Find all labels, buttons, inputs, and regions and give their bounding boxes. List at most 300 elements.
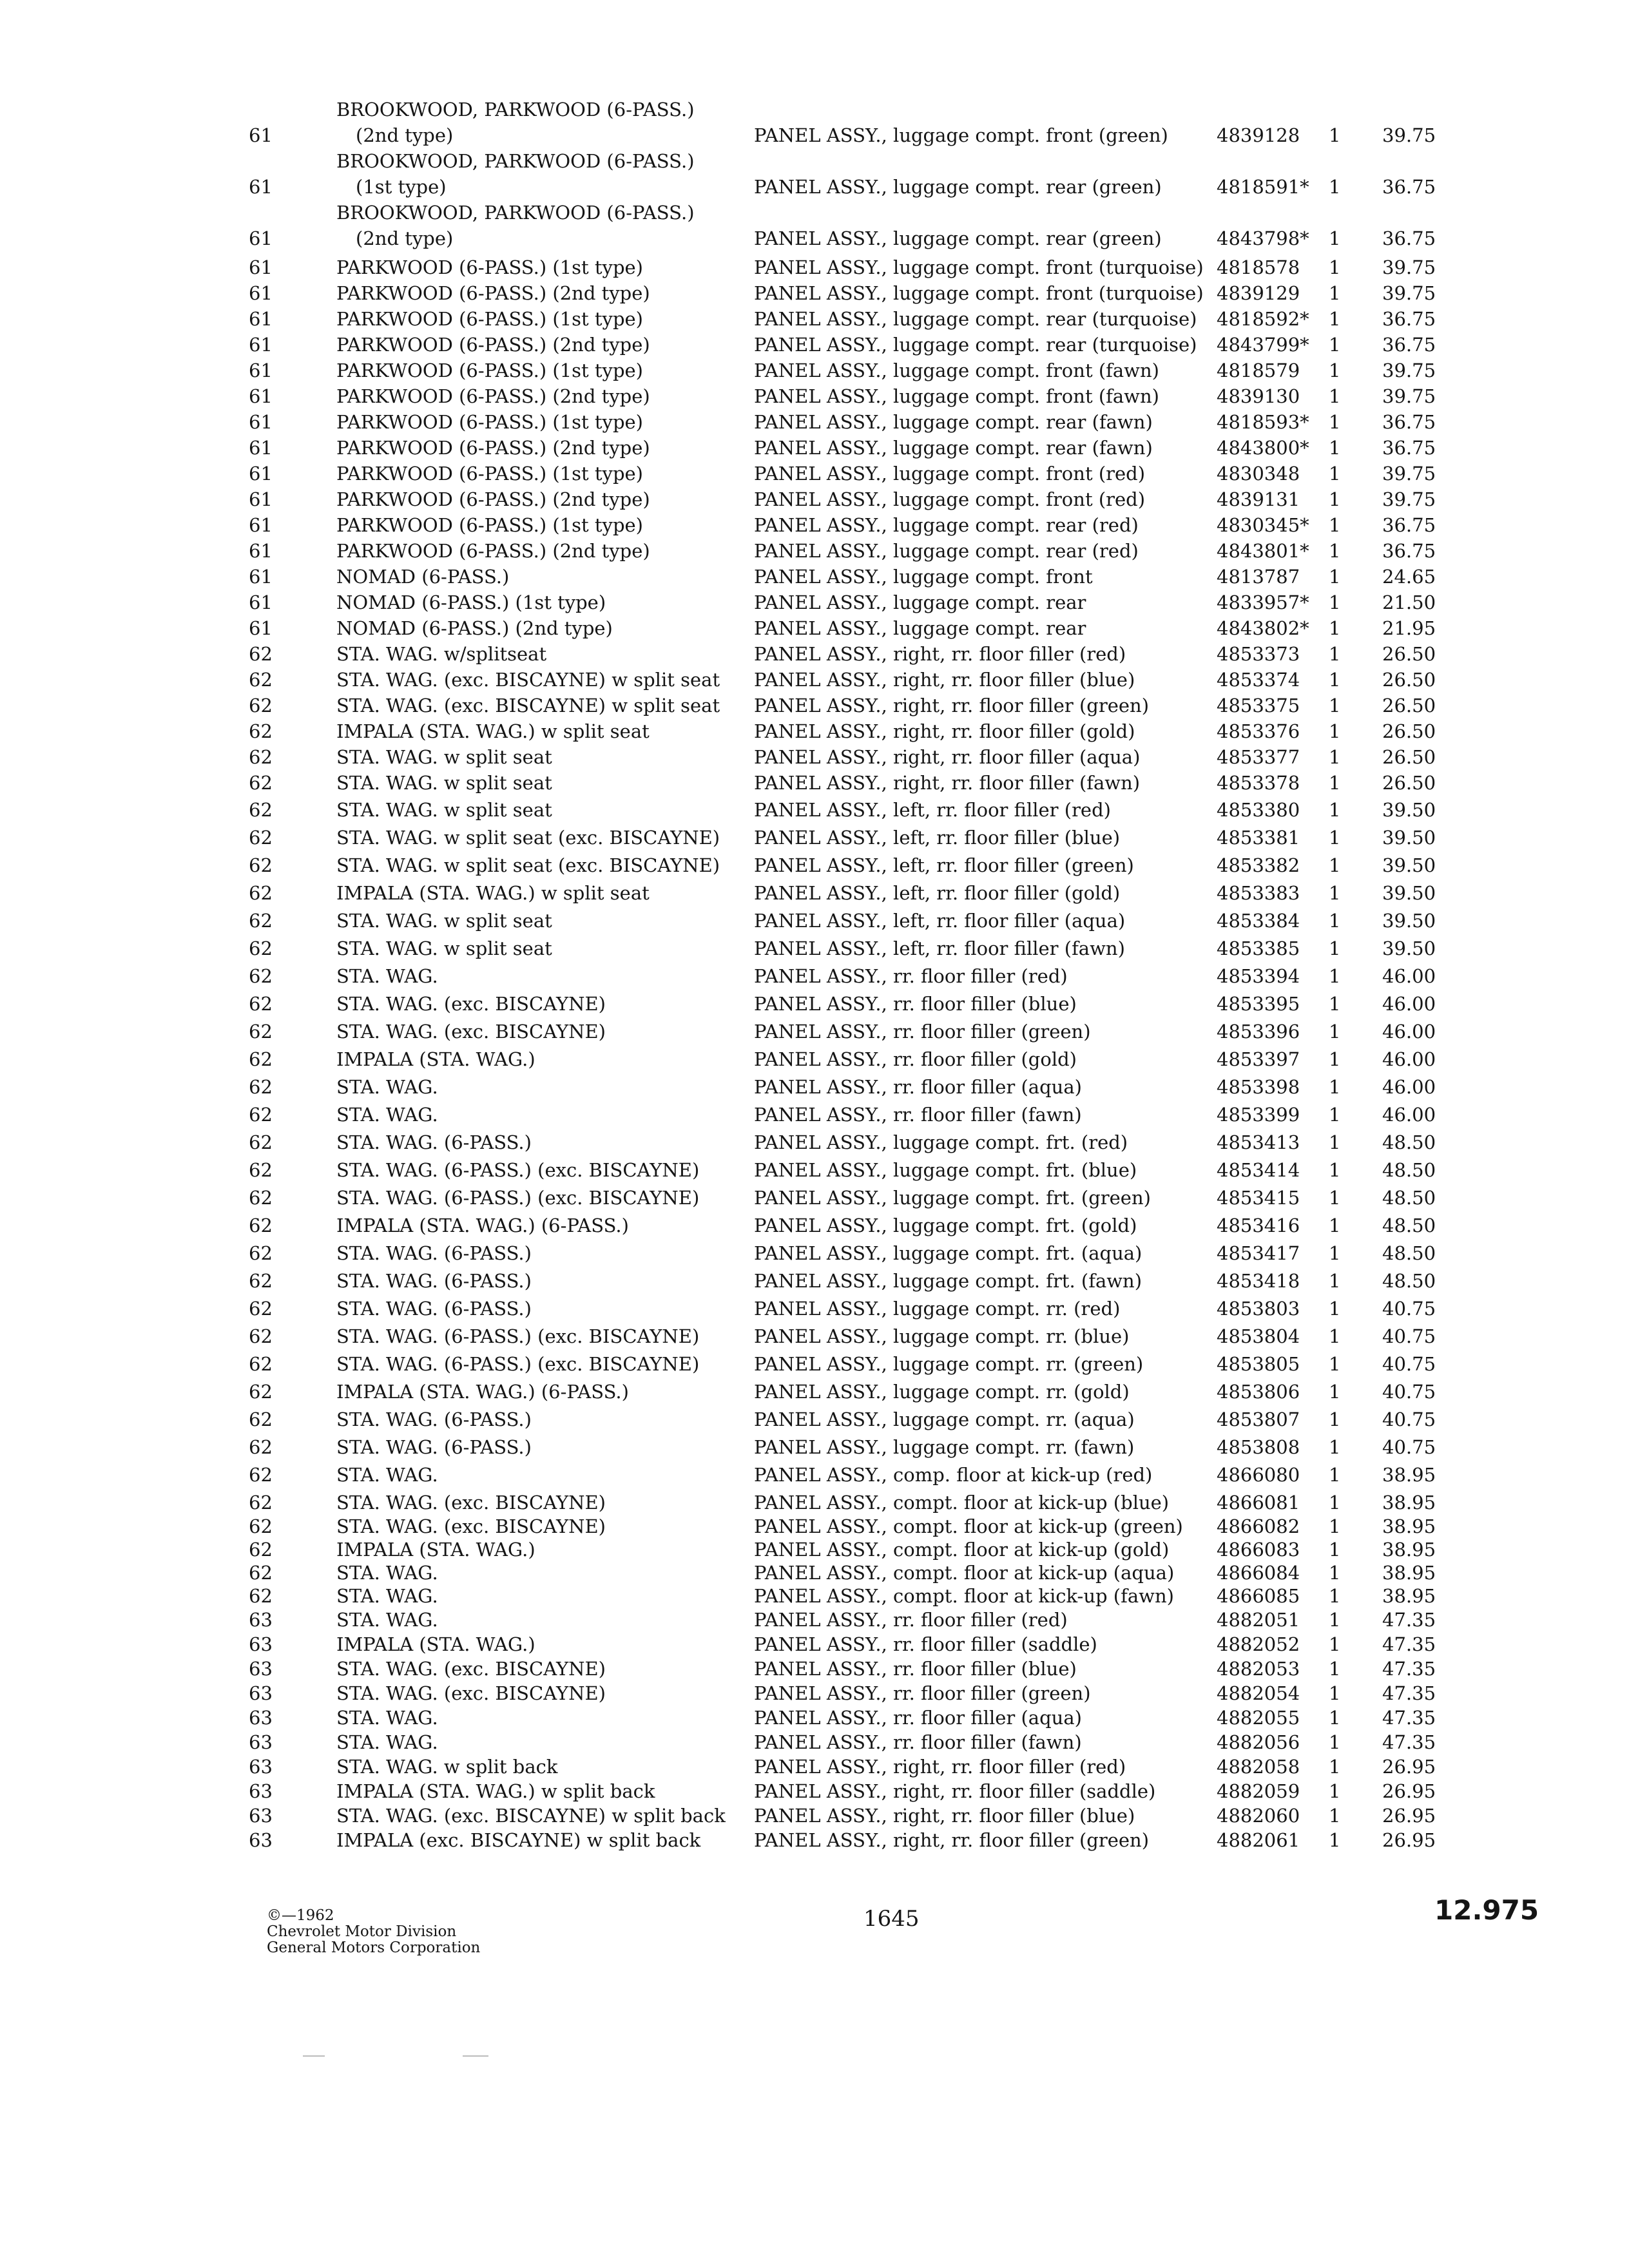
model-cell: STA. WAG. w split back — [336, 1756, 558, 1778]
description-cell: PANEL ASSY., rr. floor filler (red) — [754, 965, 1068, 987]
model-cell: STA. WAG. — [336, 1609, 438, 1631]
part-number-cell: 4839128 — [1217, 124, 1300, 146]
part-number-cell: 4882059 — [1217, 1780, 1300, 1802]
model-cell: STA. WAG. (6-PASS.) — [336, 1131, 532, 1153]
model-cell: STA. WAG. — [336, 965, 438, 987]
part-number-cell: 4853385 — [1217, 937, 1300, 959]
part-number-cell: 4853805 — [1217, 1353, 1300, 1375]
price-cell: 46.00 — [1382, 1048, 1436, 1070]
quantity-cell: 1 — [1329, 1159, 1341, 1181]
model-cell: STA. WAG. (6-PASS.) — [336, 1242, 532, 1264]
quantity-cell: 1 — [1329, 1633, 1341, 1655]
table-row — [0, 797, 1629, 823]
model-cell: STA. WAG. (exc. BISCAYNE) — [336, 1682, 606, 1704]
part-number-cell: 4843801* — [1217, 540, 1309, 562]
description-cell: PANEL ASSY., luggage compt. rr. (aqua) — [754, 1408, 1135, 1430]
year-cell: 61 — [249, 514, 273, 536]
table-row — [0, 1296, 1629, 1321]
part-number-cell: 4882055 — [1217, 1707, 1300, 1729]
price-cell: 39.50 — [1382, 854, 1436, 876]
part-number-cell: 4853374 — [1217, 669, 1300, 691]
table-row — [0, 1102, 1629, 1128]
copyright-division: Chevrolet Motor Division — [267, 1923, 457, 1940]
model-subtype: (2nd type) — [356, 124, 454, 146]
table-row — [0, 538, 1629, 564]
price-cell: 47.35 — [1382, 1731, 1436, 1753]
quantity-cell: 1 — [1329, 937, 1341, 959]
part-number-cell: 4843802* — [1217, 617, 1309, 639]
price-cell: 26.50 — [1382, 643, 1436, 665]
model-cell: STA. WAG. (6-PASS.) — [336, 1298, 532, 1320]
price-cell: 26.50 — [1382, 669, 1436, 691]
group-number: 12.975 — [1434, 1894, 1539, 1926]
year-cell: 63 — [249, 1658, 273, 1680]
part-number-cell: 4833957* — [1217, 591, 1309, 613]
quantity-cell: 1 — [1329, 227, 1341, 249]
quantity-cell: 1 — [1329, 334, 1341, 356]
year-cell: 62 — [249, 1298, 273, 1320]
year-cell: 62 — [249, 1492, 273, 1514]
scan-mark — [303, 2055, 325, 2057]
quantity-cell: 1 — [1329, 540, 1341, 562]
year-cell: 62 — [249, 1242, 273, 1264]
price-cell: 39.75 — [1382, 385, 1436, 407]
model-cell: STA. WAG. w split seat (exc. BISCAYNE) — [336, 827, 720, 849]
model-cell — [336, 150, 736, 200]
table-row — [0, 1323, 1629, 1349]
copyright-notice — [267, 1908, 480, 1956]
quantity-cell: 1 — [1329, 1381, 1341, 1403]
quantity-cell: 1 — [1329, 591, 1341, 613]
model-cell: STA. WAG. w split seat — [336, 937, 552, 959]
model-cell: STA. WAG. — [336, 1076, 438, 1098]
price-cell: 46.00 — [1382, 1021, 1436, 1043]
description-cell: PANEL ASSY., luggage compt. rear (green) — [754, 227, 1162, 249]
description-cell: PANEL ASSY., left, rr. floor filler (green) — [754, 854, 1134, 876]
description-cell: PANEL ASSY., compt. floor at kick-up (aqua) — [754, 1562, 1175, 1584]
price-cell: 40.75 — [1382, 1353, 1436, 1375]
price-cell: 47.35 — [1382, 1707, 1436, 1729]
price-cell: 48.50 — [1382, 1159, 1436, 1181]
part-number-cell: 4853416 — [1217, 1215, 1300, 1236]
table-row — [0, 202, 1629, 251]
model-cell: IMPALA (STA. WAG.) (6-PASS.) — [336, 1381, 629, 1403]
quantity-cell: 1 — [1329, 1076, 1341, 1098]
table-row — [0, 1157, 1629, 1183]
year-cell: 62 — [249, 827, 273, 849]
quantity-cell: 1 — [1329, 514, 1341, 536]
model-cell: IMPALA (STA. WAG.) w split seat — [336, 720, 650, 742]
price-cell: 26.95 — [1382, 1756, 1436, 1778]
model-cell: PARKWOOD (6-PASS.) (2nd type) — [336, 488, 650, 510]
description-cell: PANEL ASSY., rr. floor filler (green) — [754, 1021, 1091, 1043]
part-number-cell: 4853418 — [1217, 1270, 1300, 1292]
model-cell: PARKWOOD (6-PASS.) (1st type) — [336, 411, 643, 433]
table-row — [0, 641, 1629, 667]
quantity-cell: 1 — [1329, 437, 1341, 459]
quantity-cell: 1 — [1329, 1492, 1341, 1514]
part-number-cell: 4818592* — [1217, 308, 1309, 330]
part-number-cell: 4853395 — [1217, 993, 1300, 1015]
model-cell: STA. WAG. (6-PASS.) — [336, 1436, 532, 1458]
year-cell: 62 — [249, 1215, 273, 1236]
year-cell: 61 — [249, 463, 273, 485]
table-row — [0, 1729, 1629, 1755]
price-cell: 40.75 — [1382, 1436, 1436, 1458]
table-row — [0, 280, 1629, 306]
model-cell: STA. WAG. (6-PASS.) — [336, 1408, 532, 1430]
price-cell: 26.95 — [1382, 1805, 1436, 1827]
table-row — [0, 1754, 1629, 1780]
year-cell: 63 — [249, 1780, 273, 1802]
description-cell: PANEL ASSY., luggage compt. rr. (blue) — [754, 1325, 1130, 1347]
year-cell: 61 — [249, 308, 273, 330]
model-cell: PARKWOOD (6-PASS.) (2nd type) — [336, 437, 650, 459]
model-cell: PARKWOOD (6-PASS.) (2nd type) — [336, 385, 650, 407]
table-row — [0, 564, 1629, 590]
model-cell: IMPALA (STA. WAG.) — [336, 1633, 535, 1655]
quantity-cell: 1 — [1329, 720, 1341, 742]
year-cell: 62 — [249, 1515, 273, 1537]
year-cell: 62 — [249, 669, 273, 691]
description-cell: PANEL ASSY., rr. floor filler (green) — [754, 1682, 1091, 1704]
quantity-cell: 1 — [1329, 1515, 1341, 1537]
quantity-cell: 1 — [1329, 1048, 1341, 1070]
model-cell: STA. WAG. — [336, 1585, 438, 1607]
part-number-cell: 4853806 — [1217, 1381, 1300, 1403]
quantity-cell: 1 — [1329, 910, 1341, 932]
part-number-cell: 4853375 — [1217, 695, 1300, 716]
model-cell: PARKWOOD (6-PASS.) (1st type) — [336, 256, 643, 278]
description-cell: PANEL ASSY., right, rr. floor filler (red) — [754, 643, 1126, 665]
part-number-cell: 4818578 — [1217, 256, 1300, 278]
year-cell: 62 — [249, 1021, 273, 1043]
table-row — [0, 1656, 1629, 1682]
part-number-cell: 4866082 — [1217, 1515, 1300, 1537]
quantity-cell: 1 — [1329, 1104, 1341, 1126]
price-cell: 39.75 — [1382, 360, 1436, 381]
model-cell: PARKWOOD (6-PASS.) (1st type) — [336, 463, 643, 485]
part-number-cell: 4839130 — [1217, 385, 1300, 407]
price-cell: 48.50 — [1382, 1187, 1436, 1209]
price-cell: 38.95 — [1382, 1464, 1436, 1486]
table-row — [0, 1631, 1629, 1657]
quantity-cell: 1 — [1329, 1353, 1341, 1375]
price-cell: 46.00 — [1382, 1104, 1436, 1126]
table-row — [0, 615, 1629, 641]
model-cell: STA. WAG. (exc. BISCAYNE) w split seat — [336, 669, 720, 691]
description-cell: PANEL ASSY., rr. floor filler (aqua) — [754, 1707, 1082, 1729]
year-cell: 63 — [249, 1633, 273, 1655]
part-number-cell: 4839129 — [1217, 282, 1300, 304]
quantity-cell: 1 — [1329, 360, 1341, 381]
year-cell: 62 — [249, 1131, 273, 1153]
quantity-cell: 1 — [1329, 1756, 1341, 1778]
table-row — [0, 1583, 1629, 1609]
price-cell: 39.50 — [1382, 882, 1436, 904]
description-cell: PANEL ASSY., right, rr. floor filler (blue) — [754, 669, 1135, 691]
model-cell: STA. WAG. w split seat — [336, 910, 552, 932]
price-cell: 40.75 — [1382, 1381, 1436, 1403]
part-number-cell: 4866080 — [1217, 1464, 1300, 1486]
quantity-cell: 1 — [1329, 1215, 1341, 1236]
description-cell: PANEL ASSY., rr. floor filler (fawn) — [754, 1731, 1082, 1753]
model-subtype: (1st type) — [356, 176, 447, 198]
model-cell: STA. WAG. — [336, 1104, 438, 1126]
price-cell: 26.95 — [1382, 1780, 1436, 1802]
price-cell: 38.95 — [1382, 1492, 1436, 1514]
price-cell: 40.75 — [1382, 1325, 1436, 1347]
table-row — [0, 693, 1629, 718]
price-cell: 47.35 — [1382, 1633, 1436, 1655]
table-row — [0, 332, 1629, 358]
part-number-cell: 4882060 — [1217, 1805, 1300, 1827]
description-cell: PANEL ASSY., luggage compt. front (turquoise) — [754, 282, 1204, 304]
part-number-cell: 4882051 — [1217, 1609, 1300, 1631]
year-cell: 61 — [249, 334, 273, 356]
year-cell: 62 — [249, 965, 273, 987]
quantity-cell: 1 — [1329, 1829, 1341, 1851]
table-row — [0, 461, 1629, 486]
table-row — [0, 1019, 1629, 1044]
description-cell: PANEL ASSY., luggage compt. rear (red) — [754, 540, 1139, 562]
description-cell: PANEL ASSY., luggage compt. frt. (fawn) — [754, 1270, 1142, 1292]
scan-mark — [463, 2055, 488, 2057]
quantity-cell: 1 — [1329, 1131, 1341, 1153]
copyright-year: ©—1962 — [267, 1907, 334, 1924]
description-cell: PANEL ASSY., right, rr. floor filler (aqua) — [754, 746, 1141, 768]
year-cell: 62 — [249, 746, 273, 768]
description-cell: PANEL ASSY., left, rr. floor filler (red) — [754, 799, 1111, 821]
quantity-cell: 1 — [1329, 1562, 1341, 1584]
table-row — [0, 908, 1629, 934]
table-row — [0, 358, 1629, 383]
description-cell: PANEL ASSY., luggage compt. rr. (green) — [754, 1353, 1144, 1375]
model-cell: PARKWOOD (6-PASS.) (2nd type) — [336, 540, 650, 562]
part-number-cell: 4853380 — [1217, 799, 1300, 821]
model-cell: STA. WAG. (exc. BISCAYNE) — [336, 1658, 606, 1680]
year-cell: 62 — [249, 854, 273, 876]
description-cell: PANEL ASSY., luggage compt. rear — [754, 591, 1086, 613]
part-number-cell: 4853414 — [1217, 1159, 1300, 1181]
year-cell: 61 — [249, 540, 273, 562]
price-cell: 36.75 — [1382, 334, 1436, 356]
model-cell: STA. WAG. (6-PASS.) (exc. BISCAYNE) — [336, 1159, 700, 1181]
price-cell: 48.50 — [1382, 1270, 1436, 1292]
model-cell: PARKWOOD (6-PASS.) (1st type) — [336, 360, 643, 381]
table-row — [0, 486, 1629, 512]
quantity-cell: 1 — [1329, 1731, 1341, 1753]
year-cell: 61 — [249, 488, 273, 510]
part-number-cell: 4853804 — [1217, 1325, 1300, 1347]
table-row — [0, 770, 1629, 796]
quantity-cell: 1 — [1329, 695, 1341, 716]
model-cell: STA. WAG. w split seat (exc. BISCAYNE) — [336, 854, 720, 876]
model-cell: STA. WAG. w split seat — [336, 799, 552, 821]
table-row — [0, 1268, 1629, 1294]
year-cell: 62 — [249, 1104, 273, 1126]
year-cell: 62 — [249, 1562, 273, 1584]
description-cell: PANEL ASSY., right, rr. floor filler (red) — [754, 1756, 1126, 1778]
table-row — [0, 150, 1629, 200]
table-row — [0, 852, 1629, 878]
quantity-cell: 1 — [1329, 1436, 1341, 1458]
model-cell: NOMAD (6-PASS.) — [336, 566, 510, 588]
description-cell: PANEL ASSY., luggage compt. frt. (gold) — [754, 1215, 1137, 1236]
price-cell: 21.50 — [1382, 591, 1436, 613]
table-row — [0, 1560, 1629, 1586]
table-row — [0, 1705, 1629, 1731]
quantity-cell: 1 — [1329, 1408, 1341, 1430]
model-cell: IMPALA (STA. WAG.) — [336, 1539, 535, 1561]
description-cell: PANEL ASSY., luggage compt. rear (fawn) — [754, 437, 1153, 459]
description-cell: PANEL ASSY., right, rr. floor filler (saddle) — [754, 1780, 1156, 1802]
part-number-cell: 4866085 — [1217, 1585, 1300, 1607]
description-cell: PANEL ASSY., luggage compt. frt. (red) — [754, 1131, 1128, 1153]
description-cell: PANEL ASSY., right, rr. floor filler (fawn) — [754, 772, 1141, 794]
price-cell: 24.65 — [1382, 566, 1436, 588]
quantity-cell: 1 — [1329, 617, 1341, 639]
year-cell: 63 — [249, 1731, 273, 1753]
quantity-cell: 1 — [1329, 1609, 1341, 1631]
table-row — [0, 435, 1629, 461]
page-number: 1645 — [863, 1906, 920, 1932]
description-cell: PANEL ASSY., luggage compt. front — [754, 566, 1093, 588]
year-cell: 63 — [249, 1756, 273, 1778]
table-row — [0, 1827, 1629, 1853]
year-cell: 61 — [249, 256, 273, 278]
price-cell: 21.95 — [1382, 617, 1436, 639]
part-number-cell: 4853417 — [1217, 1242, 1300, 1264]
description-cell: PANEL ASSY., rr. floor filler (fawn) — [754, 1104, 1082, 1126]
price-cell: 26.50 — [1382, 772, 1436, 794]
model-cell: STA. WAG. (6-PASS.) (exc. BISCAYNE) — [336, 1353, 700, 1375]
year-cell: 62 — [249, 882, 273, 904]
model-cell: IMPALA (STA. WAG.) w split back — [336, 1780, 655, 1802]
year-cell: 62 — [249, 910, 273, 932]
quantity-cell: 1 — [1329, 1707, 1341, 1729]
table-row — [0, 825, 1629, 850]
table-row — [0, 1240, 1629, 1266]
quantity-cell: 1 — [1329, 1325, 1341, 1347]
price-cell: 26.50 — [1382, 746, 1436, 768]
year-cell: 62 — [249, 1048, 273, 1070]
table-row — [0, 99, 1629, 148]
quantity-cell: 1 — [1329, 1021, 1341, 1043]
year-cell: 62 — [249, 695, 273, 716]
model-cell: STA. WAG. (6-PASS.) (exc. BISCAYNE) — [336, 1187, 700, 1209]
description-cell: PANEL ASSY., left, rr. floor filler (gold) — [754, 882, 1121, 904]
year-cell: 62 — [249, 643, 273, 665]
price-cell: 39.75 — [1382, 282, 1436, 304]
year-cell: 62 — [249, 1325, 273, 1347]
description-cell: PANEL ASSY., rr. floor filler (saddle) — [754, 1633, 1097, 1655]
model-cell: STA. WAG. w split seat — [336, 746, 552, 768]
part-number-cell: 4853396 — [1217, 1021, 1300, 1043]
description-cell: PANEL ASSY., luggage compt. front (red) — [754, 488, 1146, 510]
part-number-cell: 4853382 — [1217, 854, 1300, 876]
year-cell: 62 — [249, 1076, 273, 1098]
quantity-cell: 1 — [1329, 1585, 1341, 1607]
price-cell: 26.95 — [1382, 1829, 1436, 1851]
quantity-cell: 1 — [1329, 124, 1341, 146]
price-cell: 39.75 — [1382, 463, 1436, 485]
price-cell: 38.95 — [1382, 1515, 1436, 1537]
description-cell: PANEL ASSY., left, rr. floor filler (fawn) — [754, 937, 1125, 959]
description-cell: PANEL ASSY., luggage compt. front (turquoise) — [754, 256, 1204, 278]
part-number-cell: 4853378 — [1217, 772, 1300, 794]
part-number-cell: 4853383 — [1217, 882, 1300, 904]
table-row — [0, 1803, 1629, 1829]
year-cell: 62 — [249, 1408, 273, 1430]
description-cell: PANEL ASSY., luggage compt. frt. (blue) — [754, 1159, 1137, 1181]
table-row — [0, 383, 1629, 409]
price-cell: 40.75 — [1382, 1408, 1436, 1430]
model-cell: STA. WAG. (exc. BISCAYNE) — [336, 993, 606, 1015]
model-cell: STA. WAG. (exc. BISCAYNE) w split back — [336, 1805, 726, 1827]
description-cell: PANEL ASSY., luggage compt. rear — [754, 617, 1086, 639]
table-row — [0, 1351, 1629, 1377]
price-cell: 39.50 — [1382, 910, 1436, 932]
model-cell: STA. WAG. — [336, 1562, 438, 1584]
year-cell: 62 — [249, 1187, 273, 1209]
description-cell: PANEL ASSY., rr. floor filler (blue) — [754, 1658, 1077, 1680]
model-cell: STA. WAG. (6-PASS.) (exc. BISCAYNE) — [336, 1325, 700, 1347]
part-number-cell: 4818591* — [1217, 176, 1309, 198]
model-cell: STA. WAG. w/splitseat — [336, 643, 547, 665]
quantity-cell: 1 — [1329, 256, 1341, 278]
quantity-cell: 1 — [1329, 669, 1341, 691]
part-number-cell: 4853373 — [1217, 643, 1300, 665]
part-number-cell: 4843800* — [1217, 437, 1309, 459]
model-cell: STA. WAG. — [336, 1464, 438, 1486]
part-number-cell: 4853808 — [1217, 1436, 1300, 1458]
part-number-cell: 4866081 — [1217, 1492, 1300, 1514]
description-cell: PANEL ASSY., compt. floor at kick-up (fawn) — [754, 1585, 1174, 1607]
quantity-cell: 1 — [1329, 411, 1341, 433]
description-cell: PANEL ASSY., right, rr. floor filler (green) — [754, 695, 1150, 716]
table-row — [0, 306, 1629, 332]
model-cell: NOMAD (6-PASS.) (2nd type) — [336, 617, 613, 639]
quantity-cell: 1 — [1329, 488, 1341, 510]
price-cell: 40.75 — [1382, 1298, 1436, 1320]
description-cell: PANEL ASSY., rr. floor filler (blue) — [754, 993, 1077, 1015]
year-cell: 61 — [249, 617, 273, 639]
year-cell: 61 — [249, 176, 273, 198]
model-cell: NOMAD (6-PASS.) (1st type) — [336, 591, 606, 613]
price-cell: 38.95 — [1382, 1562, 1436, 1584]
year-cell: 62 — [249, 1585, 273, 1607]
description-cell: PANEL ASSY., rr. floor filler (red) — [754, 1609, 1068, 1631]
model-cell: PARKWOOD (6-PASS.) (2nd type) — [336, 282, 650, 304]
description-cell: PANEL ASSY., compt. floor at kick-up (green) — [754, 1515, 1183, 1537]
description-cell: PANEL ASSY., luggage compt. frt. (green) — [754, 1187, 1151, 1209]
quantity-cell: 1 — [1329, 1187, 1341, 1209]
quantity-cell: 1 — [1329, 176, 1341, 198]
part-number-cell: 4882052 — [1217, 1633, 1300, 1655]
year-cell: 61 — [249, 227, 273, 249]
part-number-cell: 4853398 — [1217, 1076, 1300, 1098]
part-number-cell: 4818579 — [1217, 360, 1300, 381]
description-cell: PANEL ASSY., right, rr. floor filler (blue) — [754, 1805, 1135, 1827]
description-cell: PANEL ASSY., luggage compt. front (fawn) — [754, 360, 1159, 381]
price-cell: 36.75 — [1382, 176, 1436, 198]
description-cell: PANEL ASSY., luggage compt. front (green) — [754, 124, 1168, 146]
quantity-cell: 1 — [1329, 882, 1341, 904]
description-cell: PANEL ASSY., right, rr. floor filler (green) — [754, 1829, 1150, 1851]
part-number-cell: 4843798* — [1217, 227, 1309, 249]
model-cell: PARKWOOD (6-PASS.) (1st type) — [336, 514, 643, 536]
